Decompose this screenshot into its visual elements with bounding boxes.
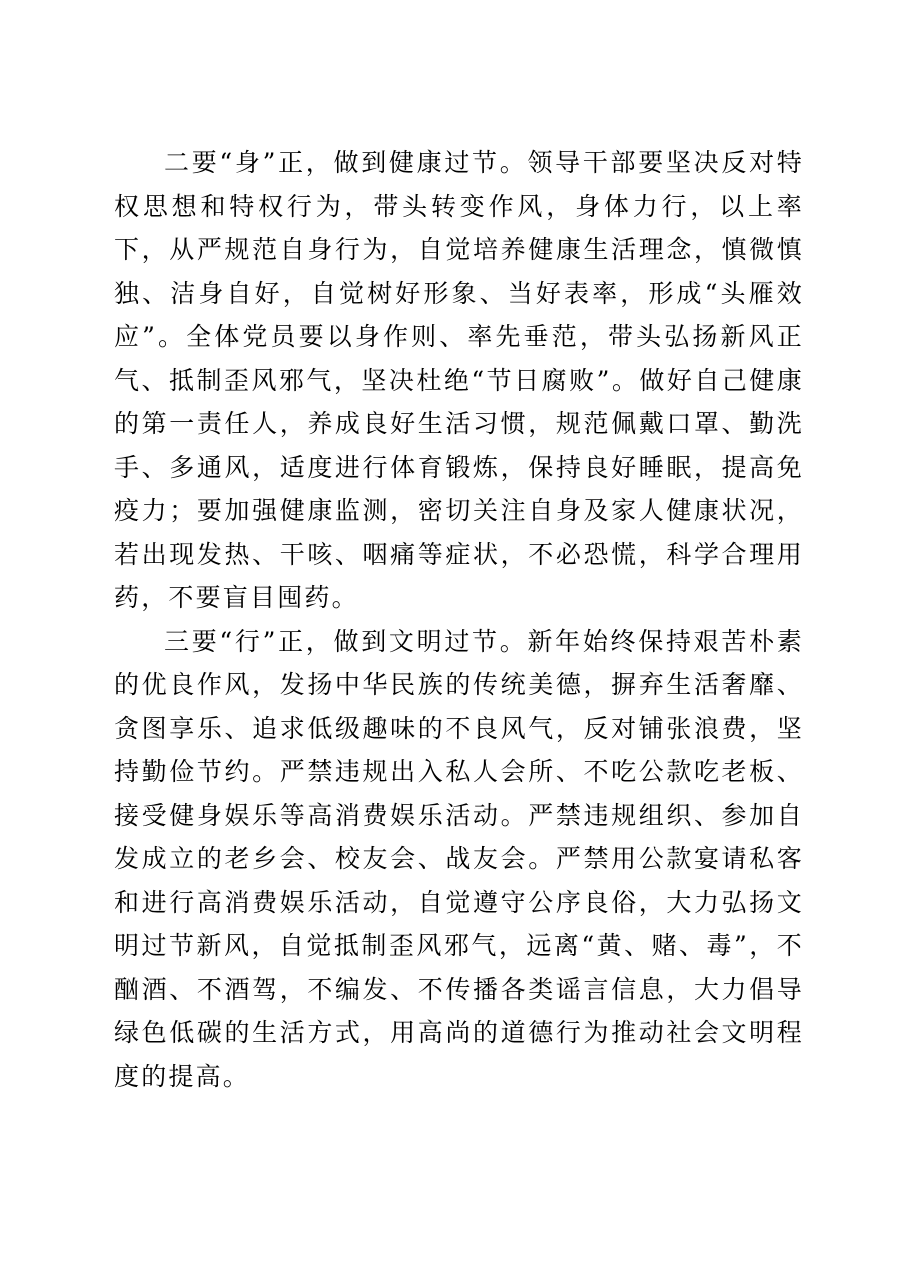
- paragraph-healthy-festival: 二要“身”正，做到健康过节。领导干部要坚决反对特权思想和特权行为，带头转变作风，身体力行，以上率下，从严规范自身行为，自觉培养健康生活理念，慎微慎独、洁身自好，自觉树好形象、当好表率，形成“头雁效应”。全体党员要以身作则、率先垂范，带头弘扬新风正气、抵制歪风邪气，坚决杜绝“节日腐败”。做好自己健康的第一责任人，养成良好生活习惯，规范佩戴口罩、勤洗手、多通风，适度进行体育锻炼，保持良好睡眠，提高免疫力；要加强健康监测，密切关注自身及家人健康状况，若出现发热、干咳、咽痛等症状，不必恐慌，科学合理用药，不要盲目囤药。: [114, 148, 804, 612]
- document-body: [114, 141, 804, 1098]
- paragraph-civilized-festival: 三要“行”正，做到文明过节。新年始终保持艰苦朴素的优良作风，发扬中华民族的传统美德，摒弃生活奢靡、贪图享乐、追求低级趣味的不良风气，反对铺张浪费，坚持勤俭节约。严禁违规出入私人会所、不吃公款吃老板、接受健身娱乐等高消费娱乐活动。严禁违规组织、参加自发成立的老乡会、校友会、战友会。严禁用公款宴请私客和进行高消费娱乐活动，自觉遵守公序良俗，大力弘扬文明过节新风，自觉抵制歪风邪气，远离“黄、赌、毒”，不酗酒、不酒驾，不编发、不传播各类谣言信息，大力倡导绿色低碳的生活方式，用高尚的道德行为推动社会文明程度的提高。: [114, 626, 804, 1091]
